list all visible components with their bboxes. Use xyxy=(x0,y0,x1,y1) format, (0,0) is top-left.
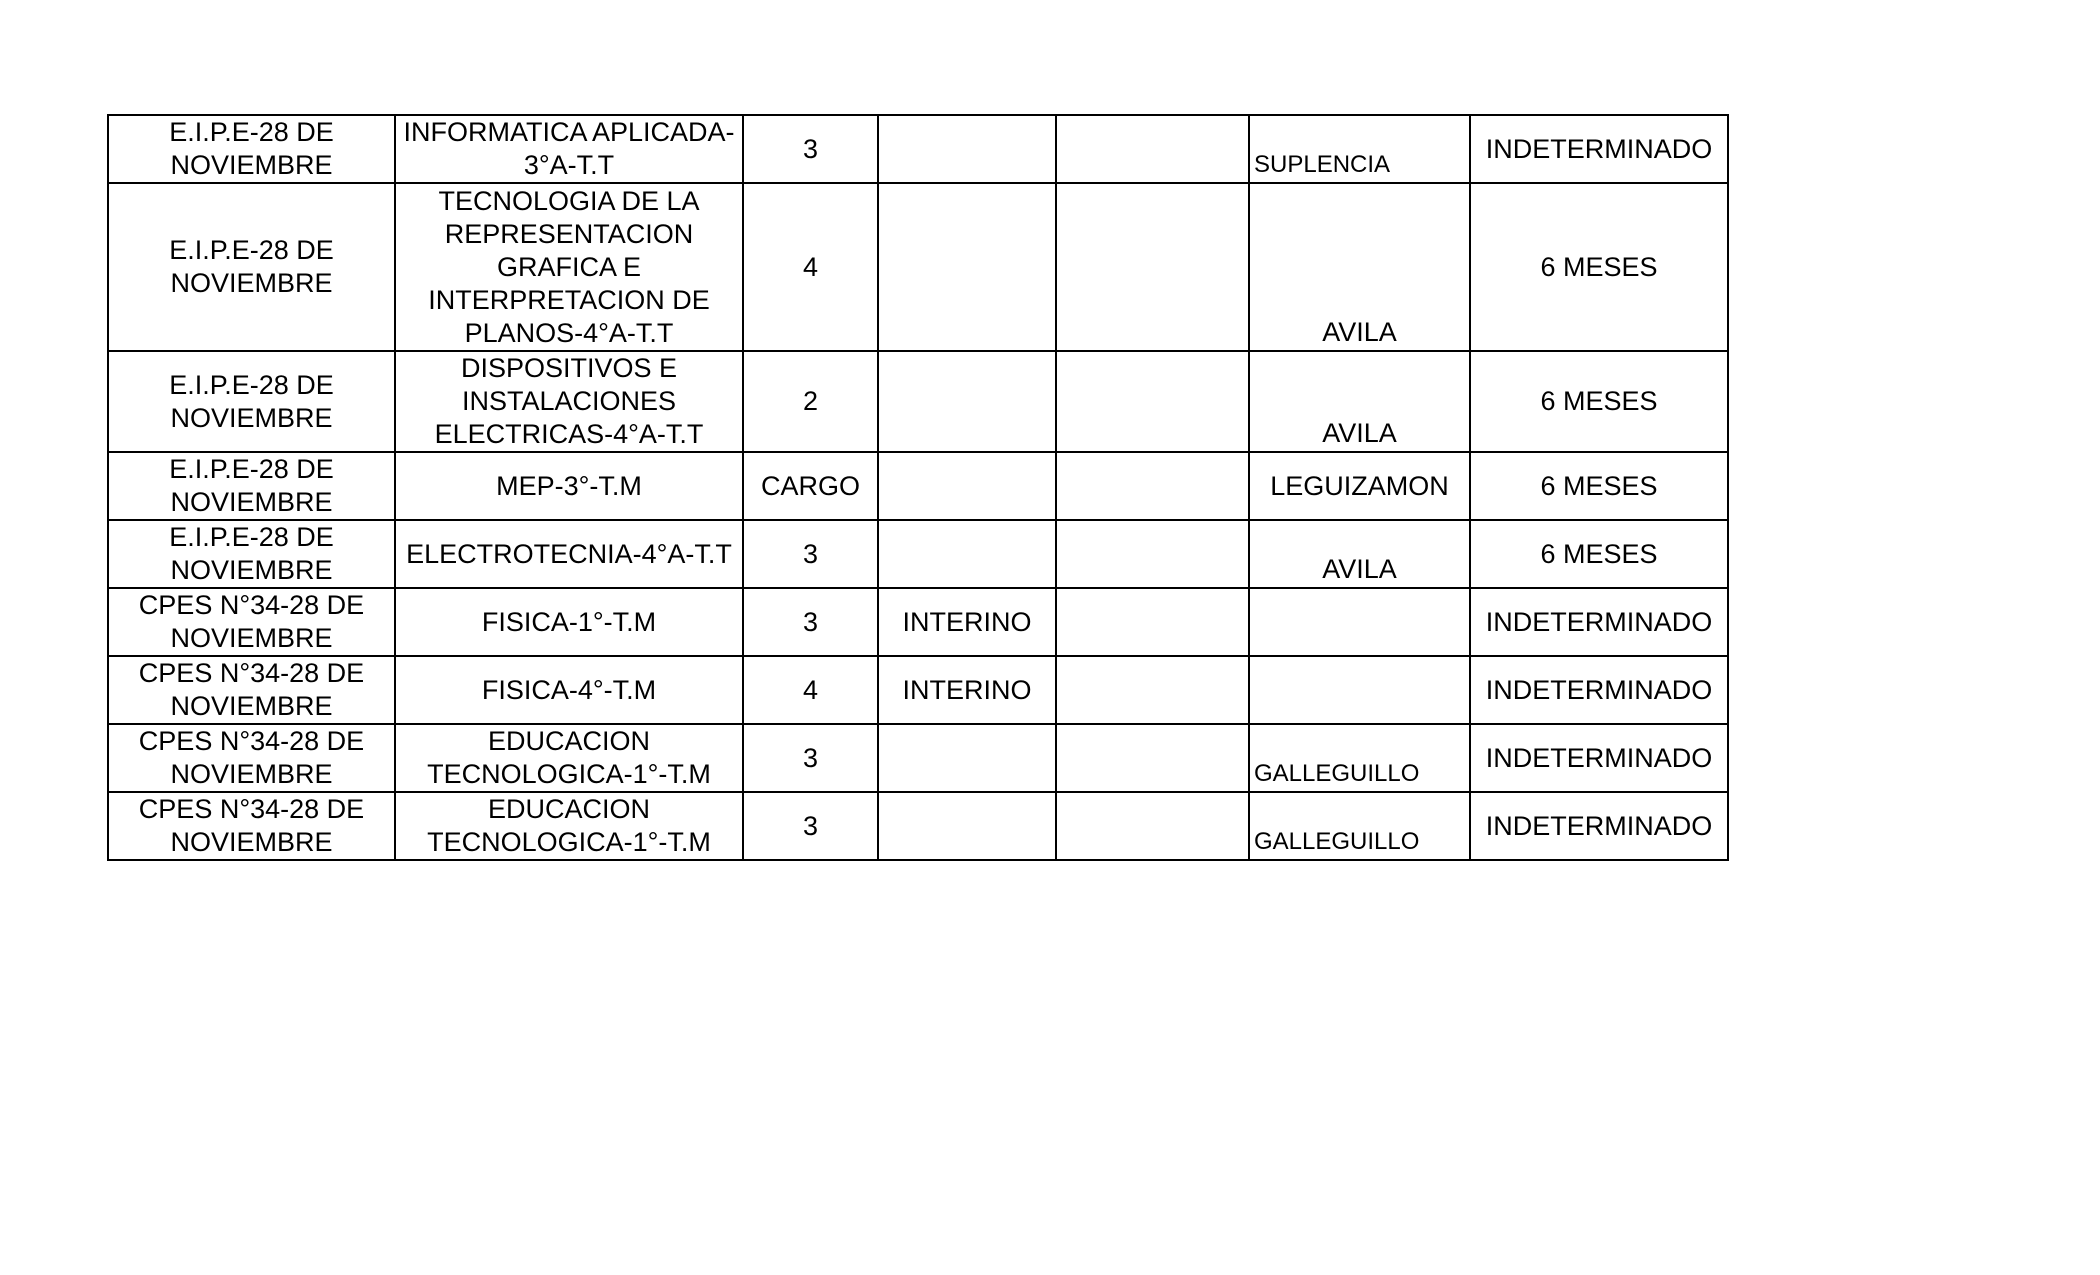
subject-cell: TECNOLOGIA DE LA REPRESENTACION GRAFICA E INTERPRETACION DE PLANOS-4°A-T.T xyxy=(395,183,743,351)
extra-cell xyxy=(1056,656,1249,724)
table-row xyxy=(108,183,1728,351)
subject-cell: INFORMATICA APLICADA-3°A-T.T xyxy=(395,115,743,183)
situation-cell xyxy=(878,520,1056,588)
school-cell: CPES N°34-28 DE NOVIEMBRE xyxy=(108,724,395,792)
name-cell: AVILA xyxy=(1249,183,1470,351)
subject-cell: EDUCACION TECNOLOGICA-1°-T.M xyxy=(395,792,743,860)
table-row xyxy=(108,656,1728,724)
extra-cell xyxy=(1056,588,1249,656)
situation-cell xyxy=(878,792,1056,860)
duration-cell: INDETERMINADO xyxy=(1470,724,1728,792)
school-cell: E.I.P.E-28 DE NOVIEMBRE xyxy=(108,520,395,588)
table-row xyxy=(108,724,1728,792)
hours-cell: 3 xyxy=(743,724,878,792)
situation-cell xyxy=(878,183,1056,351)
name-cell xyxy=(1249,588,1470,656)
school-cell: CPES N°34-28 DE NOVIEMBRE xyxy=(108,588,395,656)
data-table xyxy=(107,114,1729,861)
extra-cell xyxy=(1056,183,1249,351)
subject-cell: MEP-3°-T.M xyxy=(395,452,743,520)
subject-cell: EDUCACION TECNOLOGICA-1°-T.M xyxy=(395,724,743,792)
hours-cell: CARGO xyxy=(743,452,878,520)
duration-cell: INDETERMINADO xyxy=(1470,588,1728,656)
situation-cell: INTERINO xyxy=(878,656,1056,724)
table-row xyxy=(108,588,1728,656)
subject-cell: ELECTROTECNIA-4°A-T.T xyxy=(395,520,743,588)
duration-cell: INDETERMINADO xyxy=(1470,115,1728,183)
situation-cell xyxy=(878,115,1056,183)
hours-cell: 2 xyxy=(743,351,878,452)
extra-cell xyxy=(1056,792,1249,860)
name-cell: AVILA xyxy=(1249,520,1470,588)
name-cell: AVILA xyxy=(1249,351,1470,452)
duration-cell: 6 MESES xyxy=(1470,351,1728,452)
situation-cell xyxy=(878,351,1056,452)
hours-cell: 3 xyxy=(743,115,878,183)
name-cell: LEGUIZAMON xyxy=(1249,452,1470,520)
extra-cell xyxy=(1056,452,1249,520)
name-cell: SUPLENCIA xyxy=(1249,115,1470,183)
duration-cell: INDETERMINADO xyxy=(1470,792,1728,860)
subject-cell: DISPOSITIVOS E INSTALACIONES ELECTRICAS-4°A-T.T xyxy=(395,351,743,452)
situation-cell xyxy=(878,452,1056,520)
school-cell: E.I.P.E-28 DE NOVIEMBRE xyxy=(108,115,395,183)
table-row xyxy=(108,452,1728,520)
hours-cell: 4 xyxy=(743,183,878,351)
school-cell: CPES N°34-28 DE NOVIEMBRE xyxy=(108,656,395,724)
name-cell xyxy=(1249,656,1470,724)
school-cell: E.I.P.E-28 DE NOVIEMBRE xyxy=(108,351,395,452)
duration-cell: INDETERMINADO xyxy=(1470,656,1728,724)
hours-cell: 3 xyxy=(743,792,878,860)
table-row xyxy=(108,115,1728,183)
duration-cell: 6 MESES xyxy=(1470,520,1728,588)
duration-cell: 6 MESES xyxy=(1470,183,1728,351)
table-row xyxy=(108,351,1728,452)
table-row xyxy=(108,520,1728,588)
name-cell: GALLEGUILLO xyxy=(1249,724,1470,792)
school-cell: E.I.P.E-28 DE NOVIEMBRE xyxy=(108,183,395,351)
extra-cell xyxy=(1056,351,1249,452)
school-cell: CPES N°34-28 DE NOVIEMBRE xyxy=(108,792,395,860)
school-cell: E.I.P.E-28 DE NOVIEMBRE xyxy=(108,452,395,520)
table-row xyxy=(108,792,1728,860)
subject-cell: FISICA-4°-T.M xyxy=(395,656,743,724)
name-cell: GALLEGUILLO xyxy=(1249,792,1470,860)
extra-cell xyxy=(1056,724,1249,792)
hours-cell: 3 xyxy=(743,520,878,588)
hours-cell: 3 xyxy=(743,588,878,656)
hours-cell: 4 xyxy=(743,656,878,724)
duration-cell: 6 MESES xyxy=(1470,452,1728,520)
situation-cell xyxy=(878,724,1056,792)
extra-cell xyxy=(1056,115,1249,183)
subject-cell: FISICA-1°-T.M xyxy=(395,588,743,656)
extra-cell xyxy=(1056,520,1249,588)
situation-cell: INTERINO xyxy=(878,588,1056,656)
